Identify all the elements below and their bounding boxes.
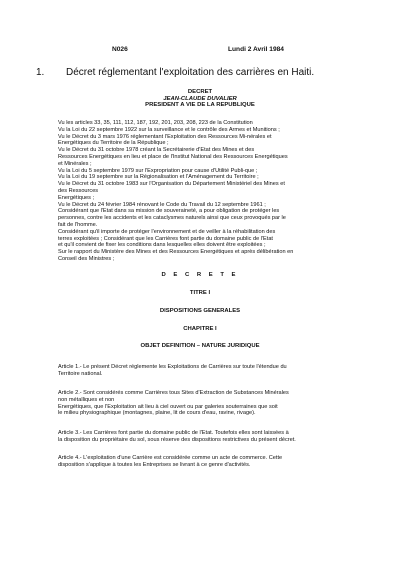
document-title [36,67,314,78]
article-line: Article 3.- Les Carrières font partie du domaine public de l'Etat. Toutefois elles sont laissées à [58,430,289,436]
preamble-line: Considérant que l'Etat dans sa mission de souveraineté, a pour obligation de protéger les [58,208,280,215]
article-line: le milieu physiographique (montagnes, plaine, lit de cours d'eau, ravine, rivage). [58,410,256,417]
article-line: Territoire national. [58,370,103,377]
article-1 [58,364,358,378]
preamble-line: Vu le Décret du 31 octobre 1983 sur l'Organisation du Département Ministériel des Mines et [58,181,285,188]
preamble-line: terres exploitées ; Considérant que les Carrières font partie du domaine public de l'Etat [58,235,273,242]
article-line: disposition s'applique à toutes les Entreprises se livrant à ce genre d'activités. [58,461,251,468]
decree-label: DECRET [187,89,213,95]
article-line: la disposition du propriétaire du sol, sous réserve des dispositions restrictives du présent décret. [58,436,296,443]
chapitre-heading: CHAPITRE I [183,326,217,332]
preamble-line: Vu les articles 33, 35, 111, 112, 187, 192, 201, 203, 208, 223 de la Constitution [58,120,253,126]
preamble-line: Energétiques du Territoire de la République ; [58,140,169,147]
preamble-line: fait de l'homme. [58,221,98,228]
president-title: PRESIDENT A VIE DE LA REPUBLIQUE [145,102,255,108]
preamble-line: Vu la Loi du 19 septembre sur la Régionalisation et l'Aménagement du Territoire ; [58,174,259,181]
preamble-line: Conseil des Ministres ; [58,255,115,262]
article-3 [58,430,358,444]
preamble-line: Vu la Loi du 5 septembre 1979 sur l'Expropriation pour cause d'Utilité Publi-que ; [58,167,258,174]
title-index: 1. [36,67,45,78]
preamble-line: des Ressources [58,187,99,194]
dispositions-heading: DISPOSITIONS GENERALES [159,308,241,314]
preamble-line: Considérant qu'il importe de protéger l'environnement et de veiller à la réhabilitation des [58,228,276,235]
objet-heading: OBJET DEFINITION – NATURE JURIDIQUE [140,343,260,349]
article-4 [58,455,358,469]
preamble-line: Vu la Loi du 22 septembre 1922 sur la surveillance et le contrôle des Armes et Munitions ; [58,126,280,133]
titre-heading: TITRE I [189,290,211,296]
president-name: JEAN-CLAUDE DUVALIER [163,95,237,102]
preamble-line: Ressources Energétiques en lieu et place de l'Institut National des Ressources Energétiques [58,153,288,160]
preamble-line: Vu le Décret du 24 février 1984 rénovant le Code du Travail du 12 septembre 1961 ; [58,201,266,208]
preamble-line: Sur le rapport du Ministère des Mines et des Ressources Energétiques et après délibération en [58,249,294,256]
preamble-line: personnes, contre les accidents et les cataclysmes naturels ainsi que ceux provoqués par le [58,215,286,222]
article-2 [58,390,358,417]
title-text: Décret réglementant l'exploitation des carrières en Haiti. [66,67,315,78]
article-line: Article 2.- Sont considérés comme Carrières tous Sites d'Extraction de Substances Minérales [58,390,289,396]
decree-date: Lundi 2 Avril 1984 [228,46,284,53]
decrete-heading: D E C R E T E [161,272,239,278]
article-line: non métalliques et non [58,396,115,403]
article-line: Energétiques, que l'Exploitation ait lieu à ciel ouvert ou par galeries souterraines que soit [58,403,278,410]
preamble-line: Vu le Décret du 31 octobre 1978 créant la Secrétairerie d'Etat des Mines et des [58,147,255,154]
preamble-line: et qu'il convient de fixer les conditions dans lesquelles elles doivent être exploitées ; [58,242,266,249]
decree-number: N026 [112,46,128,53]
preamble-line: Vu le Décret du 3 mars 1976 réglementant l'Exploitation des Ressources Mi-nérales et [58,133,272,140]
article-line: Article 1.- Le présent Décret réglemente les Exploitations de Carrières sur toute l'étendue du [58,364,287,370]
article-line: Article 4.- L'exploitation d'une Carrière est considérée comme un acte de commerce. Cette [58,455,283,461]
preamble-line: Energétiques ; [58,194,95,201]
preamble-line: et Minérales ; [58,160,92,167]
preamble [58,120,358,263]
